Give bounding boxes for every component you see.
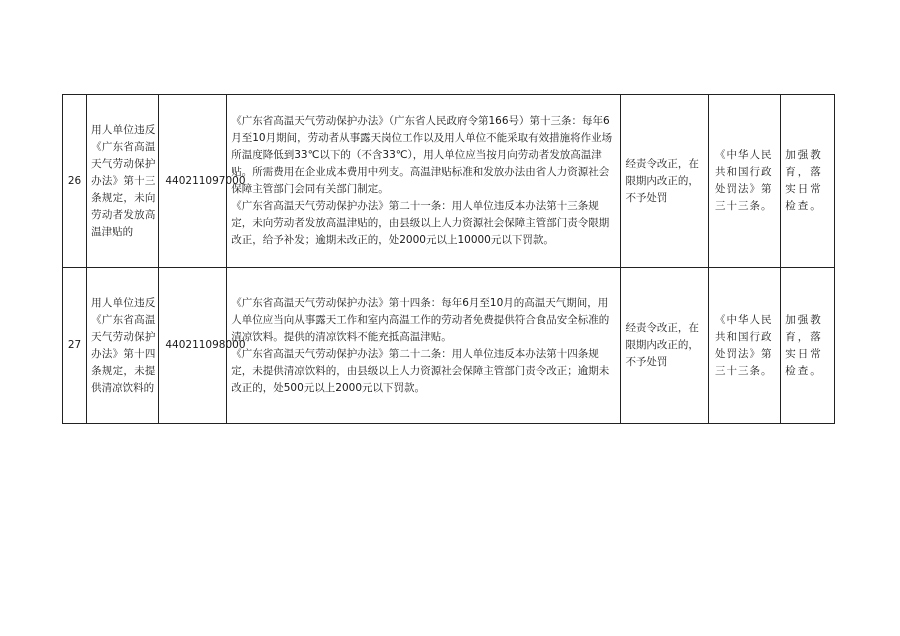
supervision-measure: 加强教育，落实日常检查。 bbox=[781, 268, 835, 424]
item-code: 440211098000 bbox=[159, 268, 227, 424]
table-row bbox=[63, 95, 835, 268]
violation-description: 用人单位违反《广东省高温天气劳动保护办法》第十四条规定，未提供清凉饮料的 bbox=[87, 268, 159, 424]
item-code: 440211097000 bbox=[159, 95, 227, 268]
exemption-condition: 经责令改正，在限期内改正的，不予处罚 bbox=[621, 95, 709, 268]
penalty-table bbox=[62, 94, 835, 424]
legal-basis-paragraph: 《广东省高温天气劳动保护办法》（广东省人民政府令第166号）第十三条：每年6月至10月期间，劳动者从事露天岗位工作以及用人单位不能采取有效措施将作业场所温度降低到33℃以下的（不含33℃），用人单位应当按月向劳动者发放高温津贴。所需费用在企业成本费用中列支。高温津贴标准和发放办法由省人力资源社会保障主管部门会同有关部门制定。 bbox=[231, 115, 613, 195]
violation-description: 用人单位违反《广东省高温天气劳动保护办法》第十三条规定，未向劳动者发放高温津贴的 bbox=[87, 95, 159, 268]
exemption-basis: 《中华人民共和国行政处罚法》第三十三条。 bbox=[709, 268, 781, 424]
exemption-condition: 经责令改正，在限期内改正的，不予处罚 bbox=[621, 268, 709, 424]
legal-basis-paragraph: 《广东省高温天气劳动保护办法》第二十一条：用人单位违反本办法第十三条规定，未向劳动者发放高温津贴的，由县级以上人力资源社会保障主管部门责令限期改正，给予补发；逾期未改正的，处2000元以上10000元以下罚款。 bbox=[231, 200, 610, 246]
row-number: 26 bbox=[63, 95, 87, 268]
table-row bbox=[63, 268, 835, 424]
exemption-basis: 《中华人民共和国行政处罚法》第三十三条。 bbox=[709, 95, 781, 268]
row-number: 27 bbox=[63, 268, 87, 424]
legal-basis-paragraph: 《广东省高温天气劳动保护办法》第二十二条：用人单位违反本办法第十四条规定，未提供清凉饮料的，由县级以上人力资源社会保障主管部门责令改正；逾期未改正的，处500元以上2000元以下罚款。 bbox=[231, 347, 610, 394]
legal-basis bbox=[227, 95, 621, 268]
supervision-measure: 加强教育，落实日常检查。 bbox=[781, 95, 835, 268]
legal-basis-paragraph: 《广东省高温天气劳动保护办法》第十四条：每年6月至10月的高温天气期间，用人单位应当向从事露天工作和室内高温工作的劳动者免费提供符合食品安全标准的清凉饮料。提供的清凉饮料不能充抵高温津贴。 bbox=[231, 296, 610, 343]
legal-basis bbox=[227, 268, 621, 424]
